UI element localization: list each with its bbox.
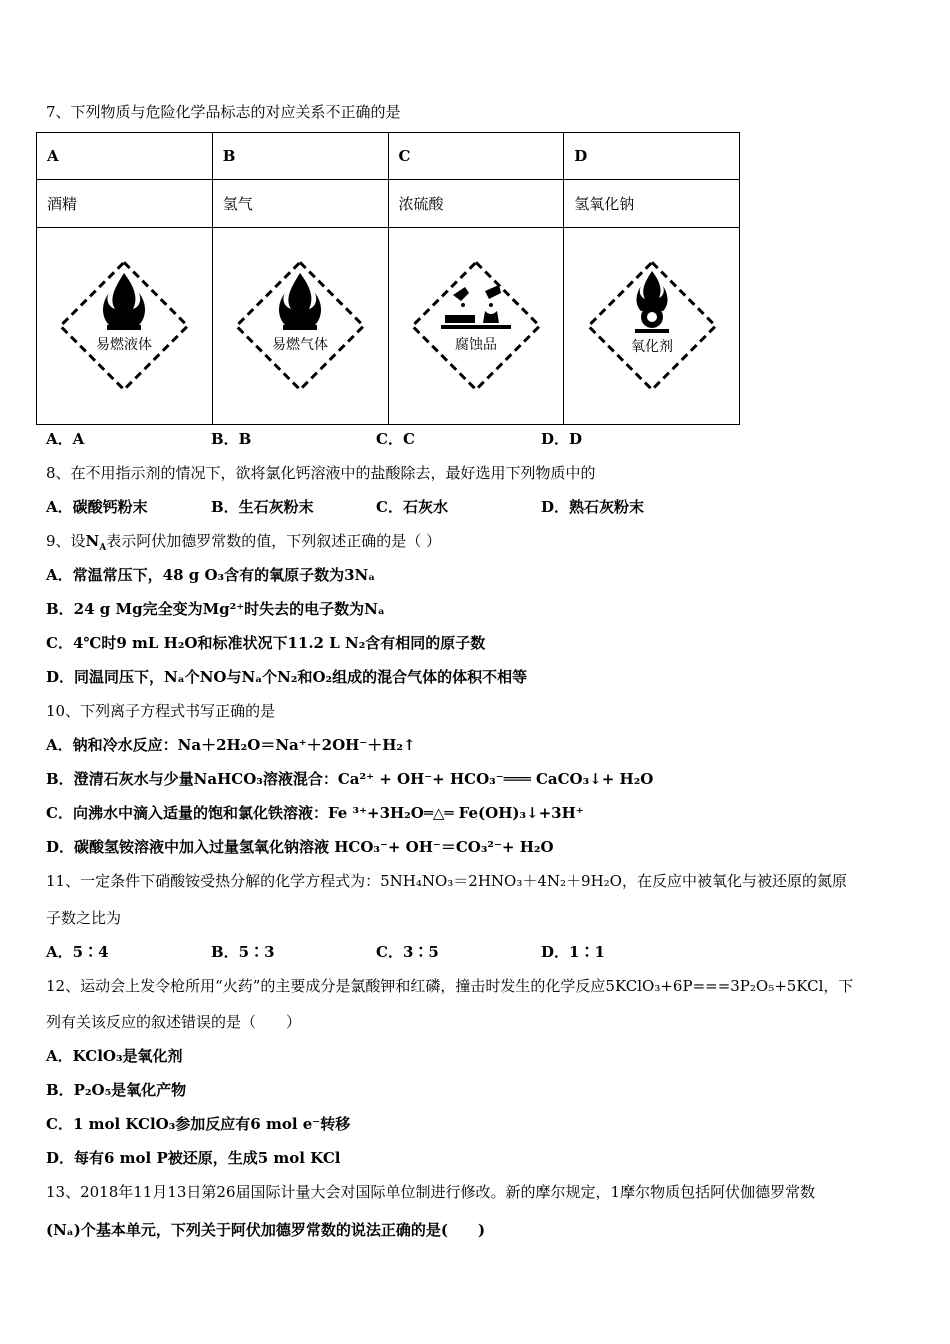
- header-a: A: [37, 133, 213, 180]
- q12-stem-1: 12、运动会上发令枪所用“火药”的主要成分是氯酸钾和红磷，撞击时发生的化学反应5KClO₃+6P===3P₂O₅+5KCl，下: [46, 977, 854, 995]
- option-c[interactable]: C．3∶5: [376, 943, 439, 961]
- sign-label: 氧化剂: [630, 339, 673, 355]
- q9-na-sub: A: [99, 543, 107, 553]
- option-a[interactable]: A．碳酸钙粉末: [46, 498, 148, 516]
- q9-option-d[interactable]: D．同温同压下，Nₐ个NO与Nₐ个N₂和O₂组成的混合气体的体积不相等: [46, 668, 528, 686]
- q9-stem-a: 9、设: [46, 532, 86, 550]
- option-b[interactable]: B．B: [211, 430, 252, 448]
- sign-label: 腐蚀品: [454, 337, 497, 353]
- option-c[interactable]: C．石灰水: [376, 498, 448, 516]
- substance-c: 浓硫酸: [388, 180, 564, 228]
- q12-option-c[interactable]: C．1 mol KClO₃参加反应有6 mol e⁻转移: [46, 1115, 351, 1133]
- option-a[interactable]: A．A: [46, 430, 85, 448]
- q10-option-c[interactable]: C．向沸水中滴入适量的饱和氯化铁溶液：Fe ³⁺+3H₂O═△═ Fe(OH)₃↓+3H⁺: [46, 804, 584, 822]
- sign-corrosive: [388, 228, 564, 425]
- header-b: B: [212, 133, 388, 180]
- substance-a: 酒精: [37, 180, 213, 228]
- q10-option-b[interactable]: B．澄清石灰水与少量NaHCO₃溶液混合：Ca²⁺ + OH⁻+ HCO₃⁻═══ CaCO₃↓+ H₂O: [46, 770, 654, 788]
- q7-table: [36, 132, 740, 425]
- q11-stem-1: 11、一定条件下硝酸铵受热分解的化学方程式为：5NH₄NO₃＝2HNO₃＋4N₂＋9H₂O，在反应中被氧化与被还原的氮原: [46, 872, 847, 890]
- q8-stem: 8、在不用指示剂的情况下，欲将氯化钙溶液中的盐酸除去，最好选用下列物质中的: [46, 464, 596, 482]
- sign-label: 易燃气体: [272, 337, 329, 353]
- q7-stem: 7、下列物质与危险化学品标志的对应关系不正确的是: [46, 103, 401, 121]
- sign-flammable-gas: [212, 228, 388, 425]
- q7-options: [46, 429, 582, 449]
- q10-stem: 10、下列离子方程式书写正确的是: [46, 702, 276, 720]
- q13-stem-1: 13、2018年11月13日第26届国际计量大会对国际单位制进行修改。新的摩尔规定，1摩尔物质包括阿伏伽德罗常数: [46, 1183, 816, 1201]
- q10-option-d[interactable]: D．碳酸氢铵溶液中加入过量氢氧化钠溶液 HCO₃⁻+ OH⁻＝CO₃²⁻+ H₂O: [46, 838, 554, 856]
- q12-option-a[interactable]: A．KClO₃是氧化剂: [46, 1047, 183, 1065]
- substance-d: 氢氧化钠: [564, 180, 740, 228]
- q9-option-b[interactable]: B．24 g Mg完全变为Mg²⁺时失去的电子数为Nₐ: [46, 600, 385, 618]
- q11-stem-2: 子数之比为: [46, 909, 122, 927]
- option-c[interactable]: C．C: [376, 430, 415, 448]
- q11-options: [46, 942, 605, 962]
- q12-option-d[interactable]: D．每有6 mol P被还原，生成5 mol KCl: [46, 1149, 341, 1167]
- q12-option-b[interactable]: B．P₂O₅是氧化产物: [46, 1081, 187, 1099]
- q8-options: [46, 497, 644, 517]
- q13-stem-2: (Nₐ)个基本单元，下列关于阿伏加德罗常数的说法正确的是( ): [46, 1221, 486, 1239]
- q9-stem-b: 表示阿伏加德罗常数的值，下列叙述正确的是（ ）: [106, 532, 442, 550]
- q12-stem-2: 列有关该反应的叙述错误的是（ ）: [46, 1013, 302, 1031]
- option-d[interactable]: D．1∶1: [541, 943, 605, 961]
- q9-option-c[interactable]: C．4℃时9 mL H₂O和标准状况下11.2 L N₂含有相同的原子数: [46, 634, 486, 652]
- substance-b: 氢气: [212, 180, 388, 228]
- option-d[interactable]: D．D: [541, 430, 583, 448]
- q9-stem: [46, 531, 441, 558]
- option-b[interactable]: B．生石灰粉末: [211, 498, 314, 516]
- sign-oxidizer: [564, 228, 740, 425]
- q9-na: N: [85, 532, 100, 550]
- sign-label: 易燃液体: [96, 337, 153, 353]
- option-d[interactable]: D．熟石灰粉末: [541, 498, 645, 516]
- q10-option-a[interactable]: A．钠和冷水反应：Na＋2H₂O＝Na⁺＋2OH⁻＋H₂↑: [46, 736, 416, 754]
- sign-flammable-liquid: [37, 228, 213, 425]
- header-c: C: [388, 133, 564, 180]
- header-d: D: [564, 133, 740, 180]
- q9-option-a[interactable]: A．常温常压下，48 g O₃含有的氧原子数为3Nₐ: [46, 566, 376, 584]
- option-a[interactable]: A．5∶4: [46, 943, 109, 961]
- option-b[interactable]: B．5∶3: [211, 943, 275, 961]
